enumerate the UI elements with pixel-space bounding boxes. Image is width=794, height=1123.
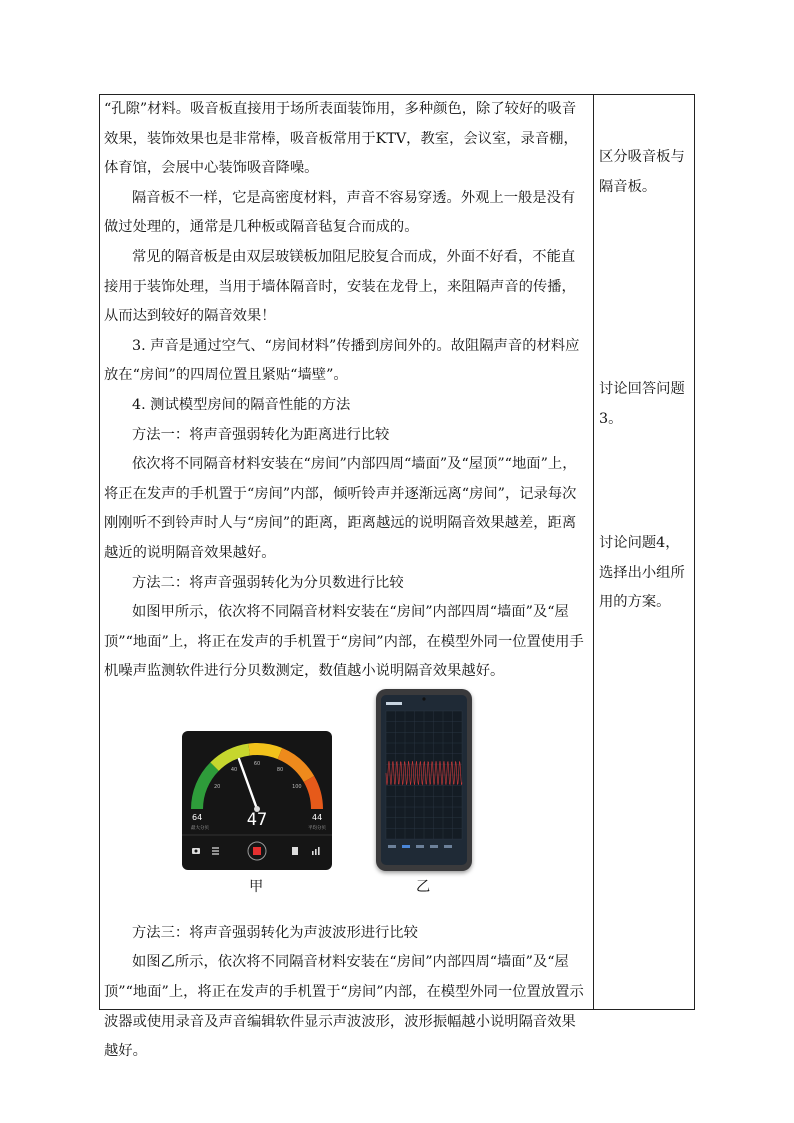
caption-jia: 甲 <box>249 878 264 895</box>
meter-tick-label: 40 <box>230 767 238 774</box>
main-content <box>104 95 589 1067</box>
meter-tick-label: 80 <box>276 767 284 774</box>
paragraph: 隔音板不一样，它是高密度材料，声音不容易穿透。外观上一般是没有做过处理的，通常是几种板或隔音毡复合而成的。 <box>104 189 576 236</box>
meter-arc-segment <box>249 749 280 754</box>
min-label: 最大分贝 <box>191 825 209 831</box>
paragraph: 如图甲所示，依次将不同隔音材料安装在“房间”内部四周“墙面”及“屋顶”“地面”上，将正在发声的手机置于“房间”内部，在模型外同一位置使用手机噪声监测软件进行分贝数测定，数值越小说明隔音效果越好。 <box>104 604 584 680</box>
paragraph: 4. 测试模型房间的隔音性能的方法 <box>132 396 351 413</box>
camera-icon[interactable] <box>192 848 200 854</box>
record-stop-button[interactable] <box>248 842 266 860</box>
meter-tick-labels <box>214 761 302 790</box>
oscilloscope-graphic <box>376 689 472 871</box>
front-camera <box>422 697 425 700</box>
column-divider <box>593 95 594 1009</box>
paragraph-group-after <box>104 919 589 1067</box>
paragraph: 常见的隔音板是由双层玻镁板加阻尼胶复合而成，外面不好看，不能直接用于装饰处理，当用于墙体隔音时，安装在龙骨上，来阻隔声音的传播，从而达到较好的隔音效果！ <box>104 248 576 325</box>
paragraph: 方法二：将声音强弱转化为分贝数进行比较 <box>132 574 404 591</box>
meter-arc-segment <box>215 749 250 766</box>
side-note-3: 讨论问题4，选择出小组所用的方案。 <box>599 535 685 611</box>
meter-tick-label: 60 <box>253 760 261 767</box>
caption-yi: 乙 <box>416 878 431 895</box>
meter-tick-label: 100 <box>292 783 302 790</box>
paragraph: 3. 声音是通过空气、“房间材料”传播到房间外的。故阻隔声音的材料应放在“房间”的四周位置且紧贴“墙壁”。 <box>104 337 580 384</box>
decibel-meter-screenshot <box>182 731 332 870</box>
max-value: 44 <box>312 812 323 822</box>
lesson-table <box>99 94 695 1060</box>
meter-arc-segment <box>197 766 215 808</box>
status-chip <box>386 702 402 705</box>
meter-arc-segment <box>280 753 309 778</box>
meter-reading: 47 <box>246 809 268 830</box>
paragraph: 方法一：将声音强弱转化为距离进行比较 <box>132 426 390 443</box>
meter-arc-segment <box>309 779 317 809</box>
figure-row <box>104 687 589 919</box>
paragraph: 如图乙所示，依次将不同隔音材料安装在“房间”内部四周“墙面”及“屋顶”“地面”上，将正在发声的手机置于“房间”内部，在模型外同一位置放置示波器或使用录音及声音编辑软件显示声波波形，波形振幅越小说明隔音效果越好。 <box>104 954 584 1060</box>
paragraph-group <box>104 95 589 687</box>
settings-sliders-icon[interactable] <box>212 848 219 854</box>
bookmark-icon[interactable] <box>292 847 298 855</box>
paragraph: 方法三：将声音强弱转化为声波波形进行比较 <box>132 924 418 941</box>
chart-bars-icon[interactable] <box>312 847 320 855</box>
side-note-1: 区分吸音板与隔音板。 <box>599 149 685 195</box>
min-value: 64 <box>192 812 203 822</box>
decibel-meter-graphic <box>182 731 332 870</box>
meter-arcs <box>197 749 317 809</box>
max-label: 平均分贝 <box>308 825 326 831</box>
side-note-2: 讨论回答问题3。 <box>599 381 685 427</box>
paragraph: “孔隙”材料。吸音板直接用于场所表面装饰用，多种颜色，除了较好的吸音效果，装饰效果也是非常棒，吸音板常用于KTV，教室，会议室，录音棚，体育馆，会展中心装饰吸音降噪。 <box>104 101 578 177</box>
meter-tick-label: 20 <box>213 783 221 790</box>
paragraph: 依次将不同隔音材料安装在“房间”内部四周“墙面”及“屋顶”“地面”上，将正在发声的手机置于“房间”内部，倾听铃声并逐渐远离“房间”，记录每次刚刚听不到铃声时人与“房间”的距离，距离越远的说明隔音效果越差，距离越近的说明隔音效果越好。 <box>104 456 577 561</box>
phone-oscilloscope-screenshot <box>376 689 472 871</box>
